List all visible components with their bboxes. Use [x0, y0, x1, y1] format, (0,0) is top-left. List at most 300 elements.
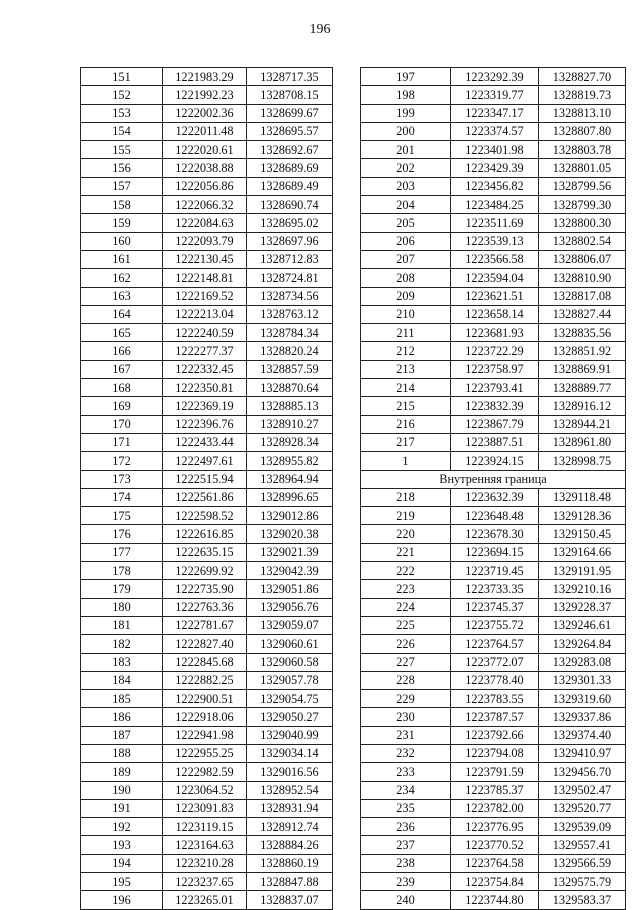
table-row — [81, 324, 333, 342]
point-number: 215 — [361, 397, 451, 415]
coordinate-y: 1328944.21 — [539, 415, 626, 433]
table-row — [361, 635, 626, 653]
coordinate-y: 1328837.07 — [247, 891, 333, 909]
coordinate-x: 1222277.37 — [163, 342, 247, 360]
coordinate-x: 1222616.85 — [163, 525, 247, 543]
table-row — [81, 305, 333, 323]
coordinate-x: 1222093.79 — [163, 232, 247, 250]
point-number: 239 — [361, 873, 451, 891]
point-number: 192 — [81, 818, 163, 836]
coordinate-y: 1329056.76 — [247, 598, 333, 616]
point-number: 209 — [361, 287, 451, 305]
coordinate-x: 1223758.97 — [451, 360, 539, 378]
point-number: 199 — [361, 104, 451, 122]
table-row — [81, 562, 333, 580]
coordinate-y: 1328810.90 — [539, 269, 626, 287]
coordinate-y: 1329456.70 — [539, 763, 626, 781]
point-number: 176 — [81, 525, 163, 543]
table-row — [81, 433, 333, 451]
coordinate-x: 1221983.29 — [163, 68, 247, 86]
coordinate-y: 1328952.54 — [247, 781, 333, 799]
table-row — [81, 507, 333, 525]
coordinate-x: 1222020.61 — [163, 141, 247, 159]
point-number: 232 — [361, 744, 451, 762]
coordinate-y: 1328916.12 — [539, 397, 626, 415]
table-row — [361, 598, 626, 616]
point-number: 219 — [361, 507, 451, 525]
coordinate-y: 1329283.08 — [539, 653, 626, 671]
coordinate-y: 1328689.69 — [247, 159, 333, 177]
coordinate-x: 1223783.55 — [451, 690, 539, 708]
table-row — [81, 470, 333, 488]
coordinate-y: 1328717.35 — [247, 68, 333, 86]
table-row — [361, 763, 626, 781]
table-row — [361, 726, 626, 744]
coordinate-x: 1223539.13 — [451, 232, 539, 250]
point-number: 230 — [361, 708, 451, 726]
point-number: 196 — [81, 891, 163, 909]
coordinate-x: 1222561.86 — [163, 488, 247, 506]
point-number: 152 — [81, 86, 163, 104]
coordinate-x: 1223744.80 — [451, 891, 539, 909]
table-row — [361, 141, 626, 159]
coordinate-y: 1329301.33 — [539, 671, 626, 689]
coordinate-y: 1328817.08 — [539, 287, 626, 305]
page-number: 196 — [309, 22, 331, 37]
coordinate-x: 1223292.39 — [451, 68, 539, 86]
point-number: 177 — [81, 543, 163, 561]
coordinate-y: 1328697.96 — [247, 232, 333, 250]
table-row — [361, 818, 626, 836]
point-number: 240 — [361, 891, 451, 909]
point-number: 178 — [81, 562, 163, 580]
point-number: 216 — [361, 415, 451, 433]
point-number: 170 — [81, 415, 163, 433]
table-row — [81, 269, 333, 287]
table-row — [361, 671, 626, 689]
point-number: 204 — [361, 196, 451, 214]
coordinate-y: 1329054.75 — [247, 690, 333, 708]
coordinate-y: 1328801.05 — [539, 159, 626, 177]
table-row — [361, 415, 626, 433]
coordinate-x: 1223210.28 — [163, 854, 247, 872]
coordinate-y: 1328851.92 — [539, 342, 626, 360]
table-row — [361, 744, 626, 762]
coordinate-y: 1328857.59 — [247, 360, 333, 378]
coordinate-x: 1223119.15 — [163, 818, 247, 836]
point-number: 165 — [81, 324, 163, 342]
point-number: 164 — [81, 305, 163, 323]
table-row — [361, 287, 626, 305]
point-number: 236 — [361, 818, 451, 836]
coordinate-x: 1223887.51 — [451, 433, 539, 451]
coordinate-x: 1222002.36 — [163, 104, 247, 122]
table-row — [361, 873, 626, 891]
coordinate-y: 1328799.30 — [539, 196, 626, 214]
coordinate-x: 1223621.51 — [451, 287, 539, 305]
table-row — [361, 543, 626, 561]
coordinate-y: 1329060.58 — [247, 653, 333, 671]
table-row — [361, 269, 626, 287]
coordinate-x: 1223401.98 — [451, 141, 539, 159]
point-number: 231 — [361, 726, 451, 744]
coordinate-x: 1223319.77 — [451, 86, 539, 104]
coordinate-y: 1328910.27 — [247, 415, 333, 433]
coordinate-x: 1222056.86 — [163, 177, 247, 195]
point-number: 206 — [361, 232, 451, 250]
coordinate-y: 1328870.64 — [247, 379, 333, 397]
point-number: 185 — [81, 690, 163, 708]
coordinate-y: 1328802.54 — [539, 232, 626, 250]
point-number: 155 — [81, 141, 163, 159]
coordinate-x: 1222396.76 — [163, 415, 247, 433]
coordinate-y: 1329050.27 — [247, 708, 333, 726]
coordinate-x: 1222350.81 — [163, 379, 247, 397]
table-row — [361, 781, 626, 799]
point-number: 220 — [361, 525, 451, 543]
table-row — [361, 324, 626, 342]
point-number: 223 — [361, 580, 451, 598]
coordinate-x: 1223745.37 — [451, 598, 539, 616]
table-row — [361, 891, 626, 909]
point-number: 175 — [81, 507, 163, 525]
coordinate-x: 1223772.07 — [451, 653, 539, 671]
coordinate-y: 1329502.47 — [539, 781, 626, 799]
table-row — [81, 598, 333, 616]
table-row — [361, 836, 626, 854]
table-row — [361, 507, 626, 525]
coordinate-y: 1328712.83 — [247, 250, 333, 268]
coordinates-table-right-inner-body — [361, 488, 626, 909]
coordinate-y: 1329374.40 — [539, 726, 626, 744]
table-row — [81, 397, 333, 415]
coordinate-x: 1223694.15 — [451, 543, 539, 561]
coordinate-x: 1223064.52 — [163, 781, 247, 799]
coordinate-x: 1222735.90 — [163, 580, 247, 598]
point-number: 200 — [361, 122, 451, 140]
coordinate-y: 1329228.37 — [539, 598, 626, 616]
point-number: 221 — [361, 543, 451, 561]
coordinate-x: 1223719.45 — [451, 562, 539, 580]
coordinate-x: 1222240.59 — [163, 324, 247, 342]
point-number: 154 — [81, 122, 163, 140]
coordinates-table-right — [360, 67, 626, 910]
section-heading-group — [361, 470, 626, 488]
coordinate-x: 1222038.88 — [163, 159, 247, 177]
coordinate-y: 1328695.57 — [247, 122, 333, 140]
coordinate-y: 1329021.39 — [247, 543, 333, 561]
point-number: 151 — [81, 68, 163, 86]
coordinate-y: 1328885.13 — [247, 397, 333, 415]
coordinate-y: 1329118.48 — [539, 488, 626, 506]
coordinate-y: 1329210.16 — [539, 580, 626, 598]
coordinate-y: 1329164.66 — [539, 543, 626, 561]
point-number: 235 — [361, 799, 451, 817]
table-row — [361, 250, 626, 268]
table-row — [361, 342, 626, 360]
coordinate-y: 1328827.44 — [539, 305, 626, 323]
coordinate-y: 1328689.49 — [247, 177, 333, 195]
table-row — [361, 488, 626, 506]
table-row — [81, 68, 333, 86]
coordinate-x: 1221992.23 — [163, 86, 247, 104]
coordinate-x: 1222369.19 — [163, 397, 247, 415]
table-row — [81, 415, 333, 433]
coordinate-x: 1222084.63 — [163, 214, 247, 232]
table-row — [81, 232, 333, 250]
coordinate-x: 1222169.52 — [163, 287, 247, 305]
point-number: 237 — [361, 836, 451, 854]
point-number: 222 — [361, 562, 451, 580]
point-number: 173 — [81, 470, 163, 488]
coordinate-x: 1223164.63 — [163, 836, 247, 854]
table-row — [81, 763, 333, 781]
coordinate-x: 1222598.52 — [163, 507, 247, 525]
table-row — [81, 818, 333, 836]
table-row — [81, 250, 333, 268]
coordinate-x: 1222515.94 — [163, 470, 247, 488]
table-row — [81, 580, 333, 598]
point-number: 201 — [361, 141, 451, 159]
table-row — [81, 525, 333, 543]
coordinate-y: 1329020.38 — [247, 525, 333, 543]
coordinate-x: 1222827.40 — [163, 635, 247, 653]
coordinate-y: 1329128.36 — [539, 507, 626, 525]
point-number: 172 — [81, 452, 163, 470]
point-number: 186 — [81, 708, 163, 726]
table-row — [361, 452, 626, 470]
coordinate-x: 1223754.84 — [451, 873, 539, 891]
coordinate-y: 1328734.56 — [247, 287, 333, 305]
table-row — [361, 159, 626, 177]
table-row — [81, 635, 333, 653]
coordinate-x: 1223632.39 — [451, 488, 539, 506]
coordinate-y: 1328724.81 — [247, 269, 333, 287]
coordinate-x: 1223429.39 — [451, 159, 539, 177]
table-row — [81, 86, 333, 104]
coordinate-x: 1223511.69 — [451, 214, 539, 232]
table-row — [81, 379, 333, 397]
table-row — [361, 690, 626, 708]
table-row — [361, 360, 626, 378]
point-number: 174 — [81, 488, 163, 506]
coordinate-y: 1328998.75 — [539, 452, 626, 470]
point-number: 233 — [361, 763, 451, 781]
table-row — [81, 159, 333, 177]
point-number: 157 — [81, 177, 163, 195]
point-number: 160 — [81, 232, 163, 250]
coordinate-y: 1328695.02 — [247, 214, 333, 232]
coordinate-x: 1222011.48 — [163, 122, 247, 140]
coordinate-y: 1328784.34 — [247, 324, 333, 342]
coordinate-x: 1223787.57 — [451, 708, 539, 726]
point-number: 193 — [81, 836, 163, 854]
coordinate-y: 1329191.95 — [539, 562, 626, 580]
coordinate-y: 1328869.91 — [539, 360, 626, 378]
table-row — [81, 104, 333, 122]
coordinate-x: 1222781.67 — [163, 616, 247, 634]
point-number: 163 — [81, 287, 163, 305]
point-number: 171 — [81, 433, 163, 451]
point-number: 202 — [361, 159, 451, 177]
coordinate-y: 1329150.45 — [539, 525, 626, 543]
table-row — [361, 68, 626, 86]
point-number: 208 — [361, 269, 451, 287]
table-row — [81, 452, 333, 470]
point-number: 1 — [361, 452, 451, 470]
coordinate-x: 1223832.39 — [451, 397, 539, 415]
coordinate-y: 1328690.74 — [247, 196, 333, 214]
table-row — [81, 690, 333, 708]
coordinate-x: 1223566.58 — [451, 250, 539, 268]
coordinate-x: 1223782.00 — [451, 799, 539, 817]
coordinate-x: 1223594.04 — [451, 269, 539, 287]
coordinate-y: 1329042.39 — [247, 562, 333, 580]
coordinate-x: 1223770.52 — [451, 836, 539, 854]
point-number: 234 — [361, 781, 451, 799]
coordinate-x: 1223764.57 — [451, 635, 539, 653]
table-row — [81, 854, 333, 872]
point-number: 187 — [81, 726, 163, 744]
table-row — [81, 214, 333, 232]
coordinate-y: 1328820.24 — [247, 342, 333, 360]
coordinate-y: 1328708.15 — [247, 86, 333, 104]
point-number: 168 — [81, 379, 163, 397]
coordinate-x: 1222763.36 — [163, 598, 247, 616]
coordinate-x: 1222635.15 — [163, 543, 247, 561]
table-row — [81, 141, 333, 159]
point-number: 167 — [81, 360, 163, 378]
coordinate-y: 1328889.77 — [539, 379, 626, 397]
table-row — [361, 305, 626, 323]
coordinate-y: 1329034.14 — [247, 744, 333, 762]
table-row — [81, 342, 333, 360]
coordinate-x: 1223237.65 — [163, 873, 247, 891]
table-row — [361, 379, 626, 397]
coordinate-x: 1223867.79 — [451, 415, 539, 433]
coordinate-y: 1329012.86 — [247, 507, 333, 525]
table-row — [81, 122, 333, 140]
coordinate-x: 1222332.45 — [163, 360, 247, 378]
point-number: 166 — [81, 342, 163, 360]
coordinate-x: 1222900.51 — [163, 690, 247, 708]
point-number: 184 — [81, 671, 163, 689]
coordinate-y: 1329059.07 — [247, 616, 333, 634]
coordinate-x: 1223791.59 — [451, 763, 539, 781]
coordinate-x: 1223776.95 — [451, 818, 539, 836]
coordinate-y: 1328961.80 — [539, 433, 626, 451]
point-number: 182 — [81, 635, 163, 653]
table-row — [81, 799, 333, 817]
coordinate-x: 1223764.58 — [451, 854, 539, 872]
coordinate-x: 1222845.68 — [163, 653, 247, 671]
coordinate-x: 1223658.14 — [451, 305, 539, 323]
point-number: 195 — [81, 873, 163, 891]
table-row — [81, 196, 333, 214]
coordinate-y: 1329557.41 — [539, 836, 626, 854]
coordinate-y: 1328692.67 — [247, 141, 333, 159]
table-row — [81, 726, 333, 744]
point-number: 189 — [81, 763, 163, 781]
point-number: 153 — [81, 104, 163, 122]
table-row — [361, 433, 626, 451]
table-row — [81, 360, 333, 378]
table-row — [361, 122, 626, 140]
coordinate-y: 1329057.78 — [247, 671, 333, 689]
point-number: 229 — [361, 690, 451, 708]
coordinate-x: 1222066.32 — [163, 196, 247, 214]
coordinate-x: 1223681.93 — [451, 324, 539, 342]
coordinate-x: 1222941.98 — [163, 726, 247, 744]
coordinate-x: 1223678.30 — [451, 525, 539, 543]
table-row — [81, 873, 333, 891]
table-row — [361, 397, 626, 415]
coordinate-x: 1223648.48 — [451, 507, 539, 525]
point-number: 217 — [361, 433, 451, 451]
point-number: 161 — [81, 250, 163, 268]
table-row — [81, 708, 333, 726]
coordinate-x: 1222882.25 — [163, 671, 247, 689]
point-number: 197 — [361, 68, 451, 86]
coordinate-x: 1222918.06 — [163, 708, 247, 726]
table-row — [361, 525, 626, 543]
coordinate-y: 1329264.84 — [539, 635, 626, 653]
coordinate-x: 1223755.72 — [451, 616, 539, 634]
coordinates-table-right-outer-body — [361, 68, 626, 471]
coordinate-y: 1328806.07 — [539, 250, 626, 268]
coordinate-x: 1223733.35 — [451, 580, 539, 598]
coordinate-x: 1223785.37 — [451, 781, 539, 799]
coordinate-x: 1222497.61 — [163, 452, 247, 470]
coordinate-x: 1222148.81 — [163, 269, 247, 287]
table-row — [361, 799, 626, 817]
coordinate-y: 1329016.56 — [247, 763, 333, 781]
coordinate-y: 1328884.26 — [247, 836, 333, 854]
coordinate-x: 1222130.45 — [163, 250, 247, 268]
table-row — [361, 708, 626, 726]
coordinate-x: 1223722.29 — [451, 342, 539, 360]
point-number: 210 — [361, 305, 451, 323]
coordinate-y: 1328928.34 — [247, 433, 333, 451]
point-number: 159 — [81, 214, 163, 232]
point-number: 188 — [81, 744, 163, 762]
point-number: 224 — [361, 598, 451, 616]
point-number: 238 — [361, 854, 451, 872]
coordinate-y: 1329566.59 — [539, 854, 626, 872]
table-row — [81, 616, 333, 634]
point-number: 191 — [81, 799, 163, 817]
coordinate-y: 1329539.09 — [539, 818, 626, 836]
point-number: 226 — [361, 635, 451, 653]
coordinate-x: 1222433.44 — [163, 433, 247, 451]
point-number: 211 — [361, 324, 451, 342]
coordinate-y: 1328955.82 — [247, 452, 333, 470]
point-number: 225 — [361, 616, 451, 634]
coordinate-y: 1329246.61 — [539, 616, 626, 634]
point-number: 218 — [361, 488, 451, 506]
coordinate-x: 1223374.57 — [451, 122, 539, 140]
coordinate-y: 1328799.56 — [539, 177, 626, 195]
coordinate-y: 1328931.94 — [247, 799, 333, 817]
table-row — [81, 488, 333, 506]
coordinate-y: 1328800.30 — [539, 214, 626, 232]
point-number: 162 — [81, 269, 163, 287]
coordinate-x: 1222699.92 — [163, 562, 247, 580]
point-number: 203 — [361, 177, 451, 195]
coordinate-x: 1223091.83 — [163, 799, 247, 817]
coordinate-y: 1328827.70 — [539, 68, 626, 86]
point-number: 183 — [81, 653, 163, 671]
